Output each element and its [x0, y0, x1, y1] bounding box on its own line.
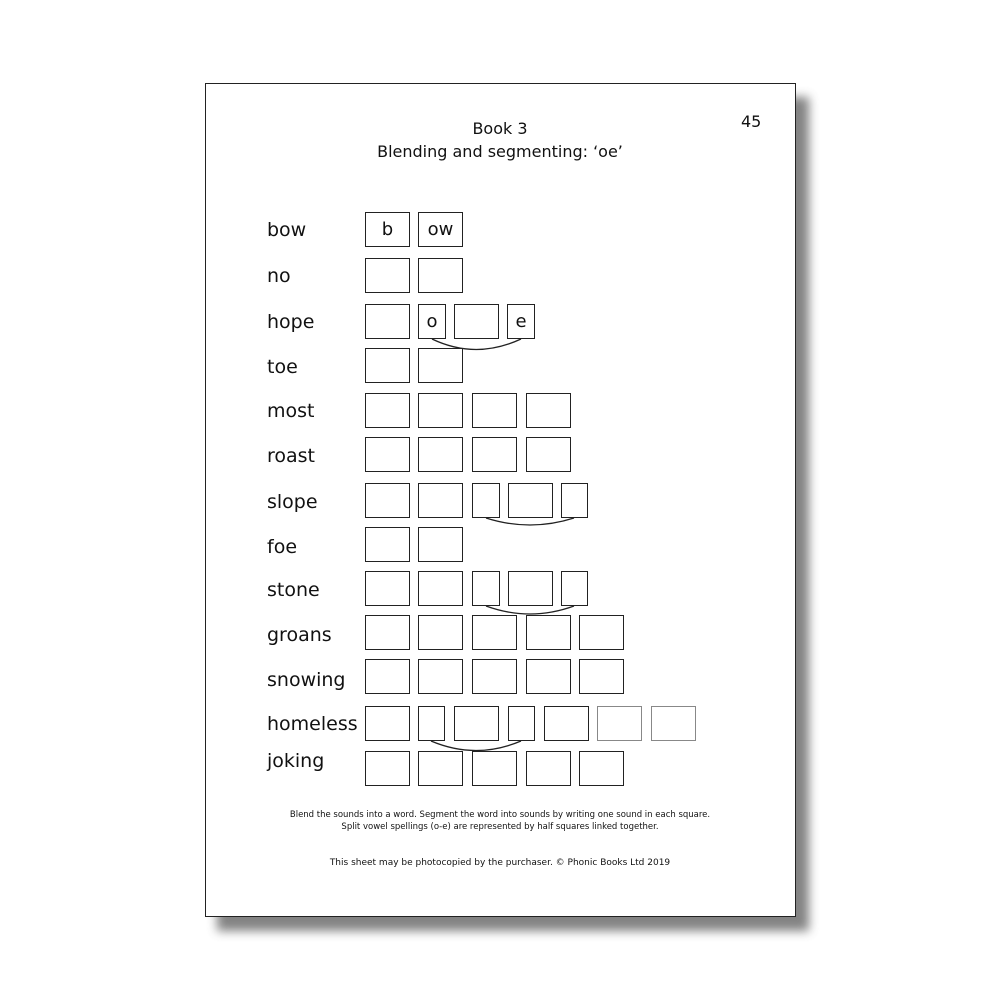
sound-box[interactable] [365, 751, 410, 786]
sound-box[interactable] [508, 571, 553, 606]
sound-box[interactable] [365, 348, 410, 383]
sound-box[interactable] [365, 571, 410, 606]
sound-box[interactable]: ow [418, 212, 463, 247]
split-vowel-half-box[interactable] [472, 571, 500, 606]
word-joking: joking [267, 750, 325, 772]
sound-box[interactable] [579, 751, 624, 786]
sound-box[interactable] [454, 304, 499, 339]
sound-box[interactable] [418, 393, 463, 428]
sound-box[interactable] [418, 527, 463, 562]
sound-box[interactable] [526, 437, 571, 472]
sound-box[interactable] [365, 527, 410, 562]
sound-box[interactable] [418, 751, 463, 786]
word-foe: foe [267, 536, 298, 558]
sound-box[interactable] [365, 659, 410, 694]
sound-box[interactable] [365, 437, 410, 472]
sound-box[interactable] [472, 615, 517, 650]
sound-box[interactable] [365, 393, 410, 428]
sound-box[interactable] [365, 615, 410, 650]
word-slope: slope [267, 491, 318, 513]
sound-box[interactable] [418, 258, 463, 293]
sound-box[interactable] [472, 437, 517, 472]
split-vowel-half-box[interactable] [418, 706, 445, 741]
split-vowel-half-box[interactable] [561, 571, 588, 606]
sound-box[interactable] [508, 483, 553, 518]
word-toe: toe [267, 356, 298, 378]
worksheet-subtitle: Blending and segmenting: ‘oe’ [377, 142, 623, 161]
sound-box[interactable] [651, 706, 696, 741]
sound-box[interactable] [418, 659, 463, 694]
sound-box[interactable] [526, 659, 571, 694]
split-vowel-half-box[interactable]: e [507, 304, 535, 339]
sound-box[interactable] [365, 258, 410, 293]
sound-box[interactable] [418, 483, 463, 518]
sound-box[interactable] [544, 706, 589, 741]
word-groans: groans [267, 624, 332, 646]
sound-box[interactable] [526, 751, 571, 786]
split-vowel-half-box[interactable]: o [418, 304, 446, 339]
word-most: most [267, 400, 315, 422]
sound-box[interactable]: b [365, 212, 410, 247]
sound-box[interactable] [418, 571, 463, 606]
split-vowel-half-box[interactable] [508, 706, 535, 741]
instructions-line-1: Blend the sounds into a word. Segment the word into sounds by writing one sound in each square. [289, 810, 711, 820]
sound-box[interactable] [418, 615, 463, 650]
sound-box[interactable] [579, 659, 624, 694]
sound-box[interactable] [526, 393, 571, 428]
worksheet-title: Book 3 [472, 119, 528, 138]
sound-box[interactable] [365, 483, 410, 518]
word-roast: roast [267, 445, 316, 467]
word-stone: stone [267, 579, 320, 601]
sound-box[interactable] [365, 304, 410, 339]
sound-box[interactable] [418, 437, 463, 472]
word-no: no [267, 265, 291, 287]
sound-box[interactable] [365, 706, 410, 741]
word-bow: bow [267, 219, 307, 241]
sound-box[interactable] [472, 751, 517, 786]
sound-box[interactable] [418, 348, 463, 383]
copyright-footer: This sheet may be photocopied by the purchaser. © Phonic Books Ltd 2019 [329, 858, 671, 868]
sound-box[interactable] [526, 615, 571, 650]
split-vowel-half-box[interactable] [472, 483, 500, 518]
sound-box[interactable] [472, 393, 517, 428]
instructions-line-2: Split vowel spellings (o-e) are represented by half squares linked together. [341, 822, 659, 832]
sound-box[interactable] [597, 706, 642, 741]
word-hope: hope [267, 311, 315, 333]
page-number: 45 [741, 112, 762, 131]
split-vowel-half-box[interactable] [561, 483, 588, 518]
sound-box[interactable] [579, 615, 624, 650]
sound-box[interactable] [472, 659, 517, 694]
word-homeless: homeless [267, 713, 358, 735]
word-snowing: snowing [267, 669, 346, 691]
sound-box[interactable] [454, 706, 499, 741]
